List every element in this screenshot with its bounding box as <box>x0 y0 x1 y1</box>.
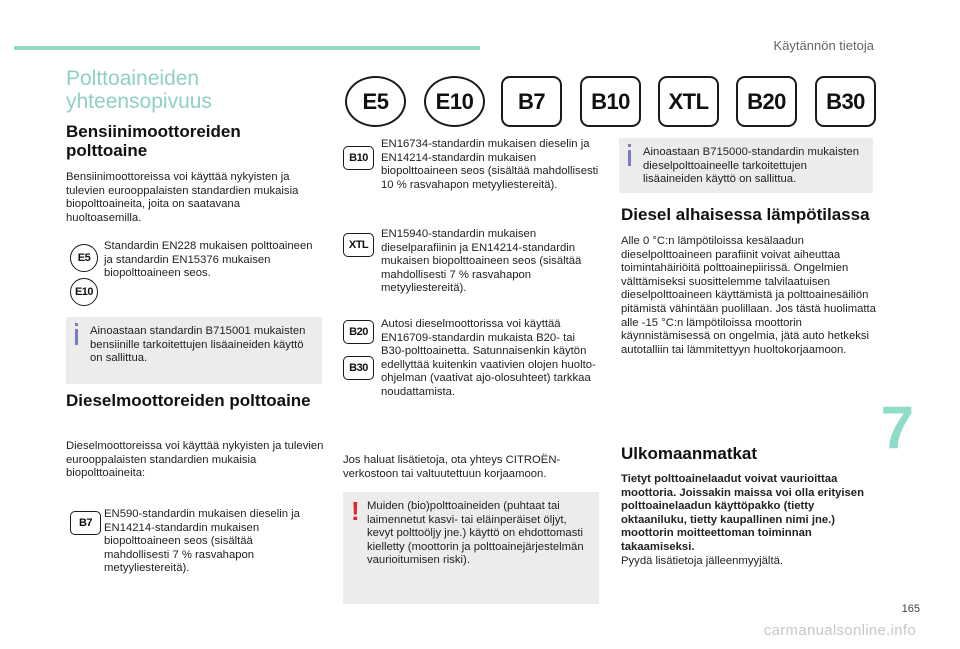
ulkomaan-text: Pyydä lisätietoja jälleenmyyjältä. <box>621 554 784 567</box>
citroen-contact-text: Jos haluat lisätietoja, ota yhteys CITROËN-verkostoon tai valtuutettuun korjaamoon. <box>343 454 561 480</box>
fuel-badge-b30: B30 <box>815 76 876 127</box>
badge-b30: B30 <box>343 356 374 380</box>
ulkomaan-bold-text: Tietyt polttoainelaadut voivat vaurioittaa moottoria. Joissakin maissa voi olla erityisen polttoainelaadun käyttöpakko (tietty oktaaniluku, tietty kaupallinen nimi jne.) moottorin moitteettoman toiminnan takaamiseksi. <box>621 473 864 553</box>
bensiini-intro: Bensiinimoottoreissa voi käyttää nykyisten ja tulevien eurooppalaisten standardien mukaisia biopolttoaineita, joita on saatavana huoltoasemilla. <box>66 171 299 224</box>
bensiini-heading: Bensiinimoottoreiden polttoaine <box>66 122 241 160</box>
watermark: carmanualsonline.info <box>763 622 916 639</box>
b10-description: EN16734-standardin mukaisen dieselin ja EN14214-standardin mukaisen biopolttoaineen seos (sisältää mahdollisesti 10 % rasvahapon metyyliestereitä). <box>381 138 599 191</box>
diesel-info-box <box>619 138 873 193</box>
badge-xtl: XTL <box>343 233 374 257</box>
fuel-badge-b10: B10 <box>580 76 641 127</box>
badge-b20: B20 <box>343 320 374 344</box>
fuel-badge-b7: B7 <box>501 76 562 127</box>
info-icon <box>75 329 78 345</box>
fuel-badge-b20: B20 <box>736 76 797 127</box>
b7-description: EN590-standardin mukaisen dieselin ja EN14214-standardin mukaisen biopolttoaineen seos (sisältää mahdollisesti 7 % rasvahapon metyyliestereitä). <box>104 508 300 575</box>
fuel-badge-xtl: XTL <box>658 76 719 127</box>
bensiini-info-text: Ainoastaan standardin B715001 mukaisten bensiinille tarkoitettujen lisäaineiden käyttö on sallittua. <box>90 325 306 365</box>
ulkomaan-content <box>621 473 883 568</box>
chapter-number: 7 <box>880 394 914 461</box>
xtl-description: EN15940-standardin mukaisen dieselparafiinin ja EN14214-standardin mukaisen biopolttoaineen seos (sisältää mahdollisesti 7 % rasvahapon metyyliestereitä). <box>381 228 582 295</box>
badge-e10: E10 <box>70 278 98 306</box>
badge-b10: B10 <box>343 146 374 170</box>
diesel-info-text: Ainoastaan B715000-standardin mukaisten dieselpolttoaineelle tarkoitettujen lisäaineiden käyttö on sallittua. <box>643 146 860 186</box>
bensiini-info-box <box>66 317 322 384</box>
diesel-heading: Dieselmoottoreiden polttoaine <box>66 391 311 410</box>
b20-description: Autosi dieselmoottorissa voi käyttää EN16709-standardin mukaista B20- tai B30-polttoainetta. Satunnaisenkin käytön edellyttää kuitenkin vaativien olojen huolto-ohjelman (vaativat ajo-olosuhteet) tarkkaa noudattamista. <box>381 318 596 398</box>
page-number: 165 <box>901 603 920 615</box>
badge-e5: E5 <box>70 244 98 272</box>
warning-icon: ! <box>351 496 360 526</box>
ulkomaan-heading: Ulkomaanmatkat <box>621 444 758 463</box>
info-icon <box>628 150 631 166</box>
diesel-intro: Dieselmoottoreissa voi käyttää nykyisten ja tulevien eurooppalaisten standardien mukaisia biopolttoaineita: <box>66 440 324 480</box>
e5-description: Standardin EN228 mukaisen polttoaineen ja standardin EN15376 mukaisen biopolttoaineen seos. <box>104 240 313 280</box>
badge-b7: B7 <box>70 511 101 535</box>
fuel-badge-e5: E5 <box>345 76 406 127</box>
section-name: Käytännön tietoja <box>773 38 874 53</box>
warning-box <box>343 492 599 604</box>
page-title: Polttoaineiden yhteensopivuus <box>66 67 212 113</box>
fuel-badge-e10: E10 <box>424 76 485 127</box>
lampotila-text: Alle 0 °C:n lämpötiloissa kesälaadun dieselpolttoaineen parafiinit voivat aiheuttaa toimintahäiriöitä polttoainepiirissä. Ongelmien välttämiseksi suosittelemme talvilaatuisen dieselpolttoaineen käyttämistä ja polttoainesäiliön pitämistä vähintään puolillaan. Jos tästä huolimatta alle -15 °C:n lämpötiloissa moottorin käynnistämisessä on ongelmia, jätä auto hetkeksi autotalliin tai lämmitettyyn huoltokorjaamoon. <box>621 235 876 356</box>
lampotila-heading: Diesel alhaisessa lämpötilassa <box>621 205 870 224</box>
warning-text: Muiden (bio)polttoaineiden (puhtaat tai laimennetut kasvi- tai eläinperäiset öljyt, kevyt polttoöljy jne.) käyttö on ehdottomasti kielletty (moottorin ja polttoainejärjestelmän vaurioitumisen riski). <box>367 500 584 567</box>
header-accent-bar <box>14 46 480 50</box>
